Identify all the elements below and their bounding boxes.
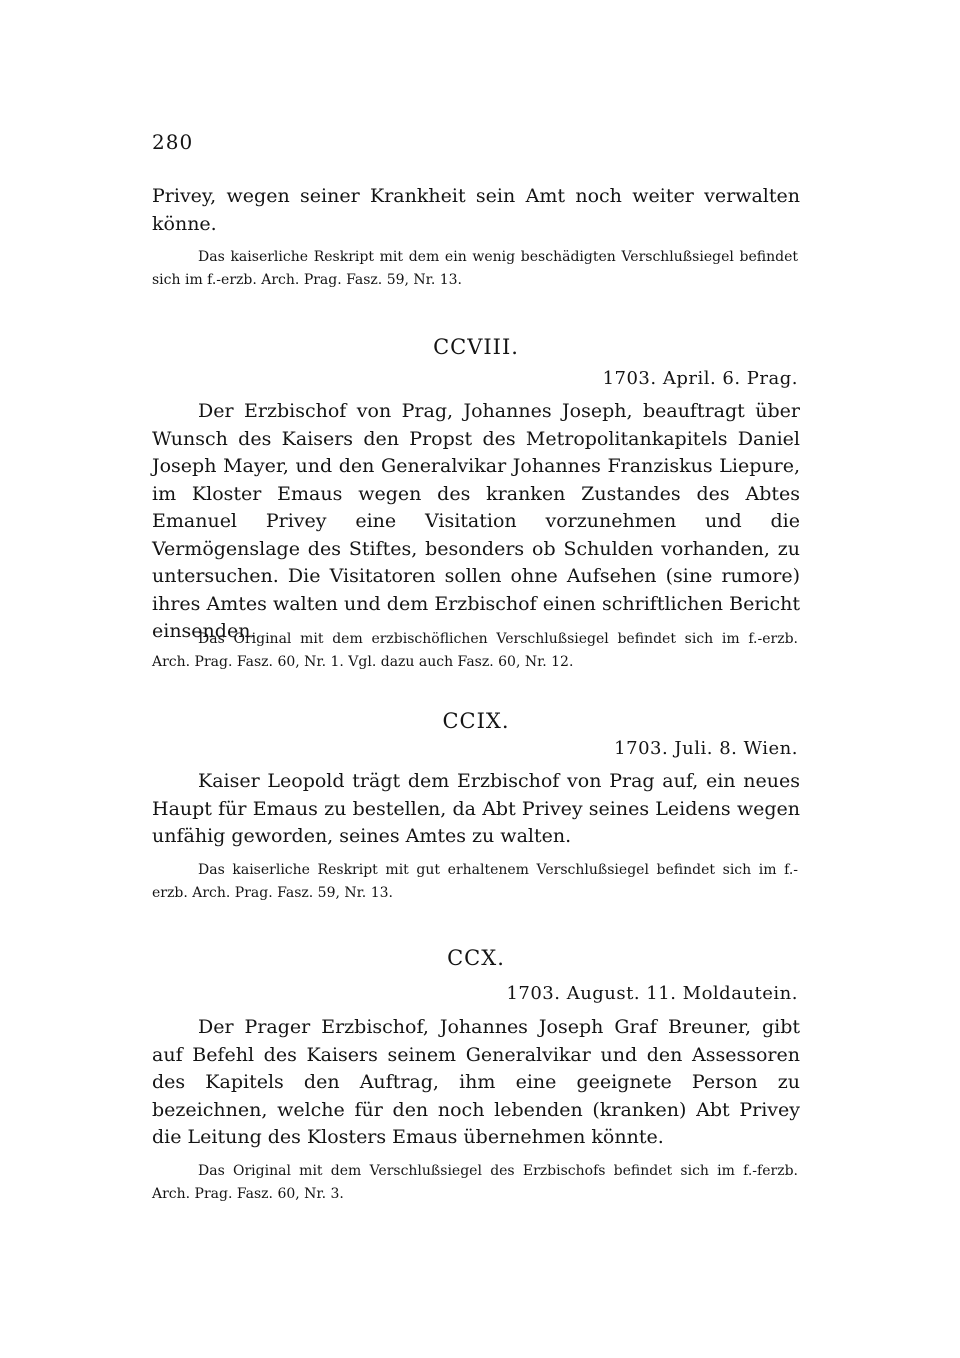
entry-note-ccviii: Das Original mit dem erzbischöflichen Verschlußsiegel befindet sich im f.-erzb. Arch. Prag. Fasz. 60, Nr. 1. Vgl. dazu auch Fasz. 60, Nr. 12. <box>152 631 798 670</box>
continuation-text: Privey, wegen seiner Krankheit sein Amt noch weiter verwalten könne. <box>152 185 800 235</box>
entry-note-ccx: Das Original mit dem Verschlußsiegel des Erzbischofs befindet sich im f.-ferzb. Arch. Prag. Fasz. 60, Nr. 3. <box>152 1163 798 1202</box>
page-number: 280 <box>152 130 194 154</box>
document-page <box>152 0 800 1358</box>
entry-number-ccviii: CCVIII. <box>433 335 519 359</box>
entry-note-ccix: Das kaiserliche Reskript mit gut erhaltenem Verschlußsiegel befindet sich im f.-erzb. Arch. Prag. Fasz. 59, Nr. 13. <box>152 862 798 901</box>
entry-dateline-ccx: 1703. August. 11. Moldautein. <box>506 983 798 1004</box>
entry-dateline-ccviii: 1703. April. 6. Prag. <box>602 368 798 389</box>
entry-text-ccviii: Der Erzbischof von Prag, Johannes Joseph, beauftragt über Wunsch des Kaisers den Propst des Metropolitankapitels Daniel Joseph Mayer, und den Generalvikar Johannes Franziskus Liepure, im Kloster Emaus wegen des kranken Zustandes des Abtes Emanuel Privey eine Visitation vorzunehmen und die Vermögenslage des Stiftes, besonders ob Schulden vorhanden, zu untersuchen. Die Visitatoren sollen ohne Aufsehen (sine rumore) ihres Amtes walten und dem Erzbischof einen schriftlichen Bericht einsenden. <box>152 400 800 642</box>
continuation-note: Das kaiserliche Reskript mit dem ein wenig beschädigten Verschlußsiegel befindet sich im f.-erzb. Arch. Prag. Fasz. 59, Nr. 13. <box>152 249 798 288</box>
entry-text-ccx: Der Prager Erzbischof, Johannes Joseph Graf Breuner, gibt auf Befehl des Kaisers seinem Generalvikar und den Assessoren des Kapitels den Auftrag, ihm eine geeignete Person zu bezeichnen, welche für den noch lebenden (kranken) Abt Privey die Leitung des Klosters Emaus übernehmen könnte. <box>152 1016 800 1148</box>
entry-number-ccix: CCIX. <box>442 709 510 733</box>
entry-number-ccx: CCX. <box>447 946 505 970</box>
entry-dateline-ccix: 1703. Juli. 8. Wien. <box>614 738 798 759</box>
entry-text-ccix: Kaiser Leopold trägt dem Erzbischof von Prag auf, ein neues Haupt für Emaus zu bestellen, da Abt Privey seines Leidens wegen unfähig geworden, seines Amtes zu walten. <box>152 770 800 847</box>
